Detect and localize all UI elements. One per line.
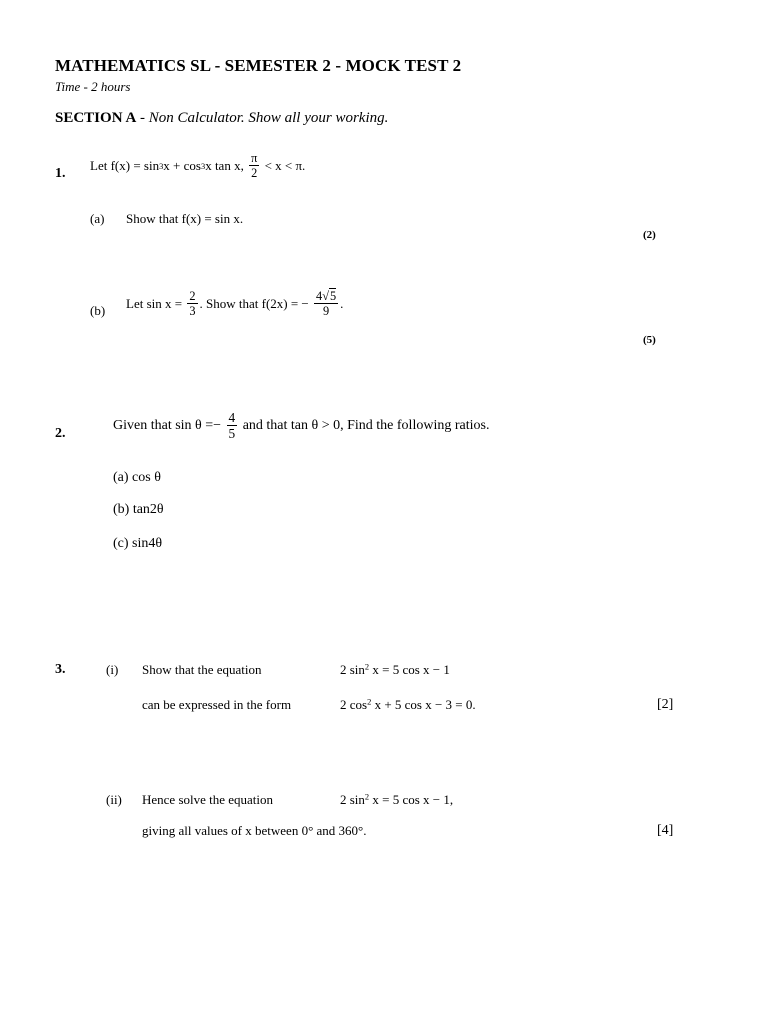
q3-eq1-b: x = 5 cos x − 1: [369, 662, 450, 677]
q2-stem-prefix: Given that sin θ =−: [113, 417, 222, 433]
q1b-mid: . Show that f(2x) = −: [199, 295, 309, 311]
q2-part-c: (c) sin4θ: [113, 536, 163, 551]
q3-eq1-a: 2 sin: [340, 662, 365, 677]
q1a-text: Show that f(x) = sin x.: [126, 211, 244, 226]
q3-eq3-b: x = 5 cos x − 1,: [369, 792, 454, 807]
q3-eq1-square: 2: [364, 661, 370, 672]
question-2-number: 2.: [55, 426, 66, 441]
q3i-label: (i): [106, 662, 119, 677]
q2-den: 5: [228, 426, 236, 442]
q1-range: < x < π.: [264, 157, 306, 173]
q3i-text: Show that the equation: [142, 662, 262, 677]
q1b-den: 3: [189, 304, 196, 319]
q3ii-text-2: giving all values of x between 0° and 360°.: [142, 823, 367, 838]
q2-fraction: [227, 411, 238, 441]
section-note: Non Calculator. Show all your working.: [148, 110, 389, 126]
question-1-number: 1.: [55, 166, 66, 181]
section-separator: -: [136, 110, 149, 126]
q1-pi-over-2: [249, 152, 259, 180]
q1b-label: (b): [90, 303, 106, 318]
q1b-result-num: 4√5: [316, 289, 337, 303]
q2-num: 4: [228, 410, 236, 425]
q3ii-text: Hence solve the equation: [142, 792, 274, 807]
q2-part-b: (b) tan2θ: [113, 502, 164, 517]
q1-function: f(x) = sin: [110, 157, 160, 173]
q1a-marks: (2): [643, 229, 656, 241]
q1b-result-coef: 4: [316, 289, 323, 303]
q1-x-plus-cos: x + cos: [163, 157, 201, 173]
q1b-end: .: [340, 295, 344, 311]
q1b-prefix: Let sin x =: [126, 295, 183, 311]
q1b-fraction: [187, 290, 197, 318]
q3ii-label: (ii): [106, 792, 122, 807]
q3i-text-2: can be expressed in the form: [142, 697, 292, 712]
q1-stem-prefix: Let: [90, 157, 108, 173]
q1b-result-root: 5: [329, 289, 337, 303]
q2-part-a: (a) cos θ: [113, 470, 161, 485]
q1-pi: π: [251, 151, 258, 165]
time-allowed: Time - 2 hours: [55, 79, 131, 94]
q1b-text: [126, 290, 343, 318]
q1b-num: 2: [189, 289, 196, 303]
q3ii-marks: [4]: [657, 823, 674, 838]
q1-two: 2: [251, 166, 258, 181]
q3-eq2-a: 2 cos: [340, 697, 368, 712]
question-3-number: 3.: [55, 662, 66, 677]
section-heading: [55, 110, 388, 127]
question-1-stem: Let f(x) = sin 3 x + cos 3 x tan x, $\frac{\pi}{2}$ < x < π.: [90, 151, 306, 181]
page-title: MATHEMATICS SL - SEMESTER 2 - MOCK TEST 2: [55, 56, 462, 75]
q2-stem-suffix: and that tan θ > 0, Find the following ratios.: [242, 417, 490, 433]
q1b-result-fraction: [314, 290, 338, 318]
q1-x-tan: x tan x,: [205, 157, 244, 173]
q3-eq3-square: 2: [364, 791, 370, 802]
q1b-marks: (5): [643, 334, 656, 346]
q3-eq2-b: x + 5 cos x − 3 = 0.: [371, 697, 476, 712]
q1b-result-den: 9: [322, 304, 330, 319]
q3-equation-2: [340, 697, 476, 713]
q3-eq2-square: 2: [367, 696, 372, 707]
q3i-marks: [2]: [657, 697, 674, 712]
q3-equation-1: [340, 662, 450, 678]
question-2-stem: [113, 411, 489, 441]
q3-equation-3: [340, 792, 453, 808]
q3-eq3-a: 2 sin: [340, 792, 365, 807]
section-label: SECTION A: [55, 110, 137, 126]
q1a-label: (a): [90, 211, 105, 226]
